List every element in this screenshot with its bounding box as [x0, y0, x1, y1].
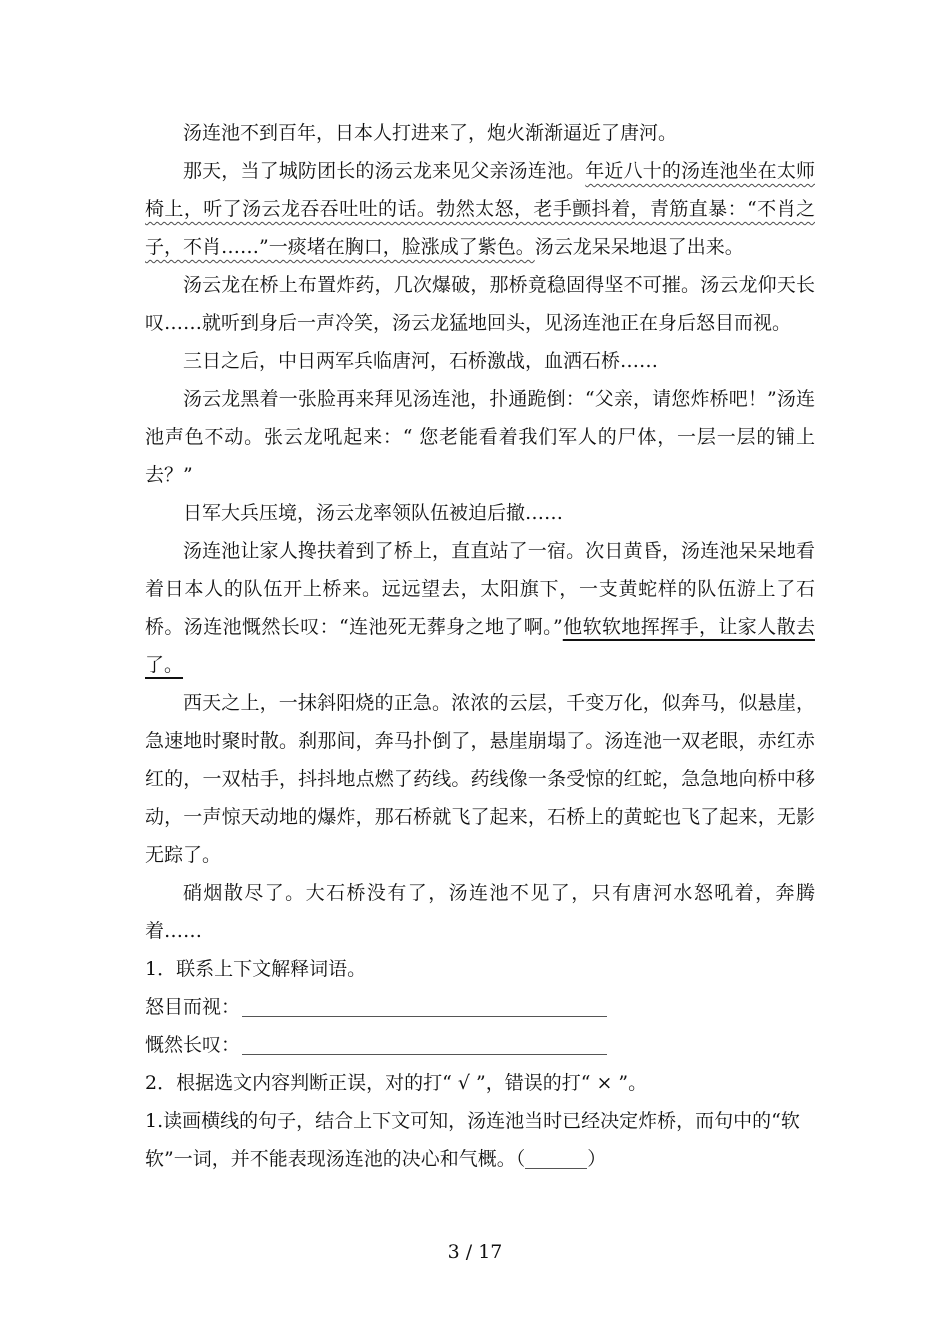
word-label: 慨然长叹： — [145, 1034, 241, 1056]
solid-underlined-sentence: 他软软地挥挥手，让家人散去了。 — [145, 616, 815, 676]
answer-blank-2[interactable] — [242, 1032, 607, 1055]
word-label: 怒目而视： — [145, 996, 241, 1018]
paragraph-2 — [145, 152, 815, 266]
paragraph-8 — [145, 684, 815, 874]
paragraph-7 — [145, 532, 815, 684]
paragraph-1 — [145, 114, 815, 152]
paragraph-5 — [145, 380, 815, 494]
paragraph-text: 汤云龙在桥上布置炸药，几次爆破，那桥竟稳固得坚不可摧。汤云龙仰天长叹……就听到身后一声冷笑，汤云龙猛地回头，见汤连池正在身后怒目而视。 — [145, 274, 815, 334]
paragraph-text: 西天之上，一抹斜阳烧的正急。浓浓的云层，千变万化，似奔马，似悬崖，急速地时聚时散。刹那间，奔马扑倒了，悬崖崩塌了。汤连池一双老眼，赤红赤红的，一双枯手，抖抖地点燃了药线。药线像一条受惊的红蛇，急急地向桥中移动，一声惊天动地的爆炸，那石桥就飞了起来，石桥上的黄蛇也飞了起来，无影无踪了。 — [145, 692, 815, 866]
paragraph-text: 硝烟散尽了。大石桥没有了，汤连池不见了，只有唐河水怒吼着，奔腾着…… — [145, 882, 815, 942]
item-close-paren: ） — [587, 1148, 607, 1170]
paragraph-text: 汤云龙黑着一张脸再来拜见汤连池，扑通跪倒：“父亲，请您炸桥吧！”汤连池声色不动。张云龙吼起来：“ 您老能看着我们军人的尸体，一层一层的铺上去？” — [145, 388, 815, 486]
paragraph-text: 那天，当了城防团长的汤云龙来见父亲汤连池。 — [183, 160, 586, 182]
document-body — [145, 114, 815, 1178]
paragraph-text: 三日之后，中日两军兵临唐河，石桥激战，血洒石桥…… — [183, 350, 659, 372]
question-2-item-1 — [145, 1102, 815, 1178]
paragraph-text: 汤连池不到百年，日本人打进来了，炮火渐渐逼近了唐河。 — [183, 122, 678, 144]
question-1-title: 1．联系上下文解释词语。 — [145, 958, 367, 980]
paragraph-9 — [145, 874, 815, 950]
paragraph-3 — [145, 266, 815, 342]
page-number: 3 / 17 — [447, 1241, 503, 1263]
answer-blank-1[interactable] — [242, 994, 607, 1017]
paragraph-6 — [145, 494, 815, 532]
question-2-title: 2．根据选文内容判断正误，对的打“ √ ”，错误的打“ × ”。 — [145, 1072, 648, 1094]
wavy-underlined-sentence: 年近八十的汤连池坐在太师椅上，听了汤云龙吞吞吐吐的话。勃然太怒，老手颤抖着，青筋直暴：“不肖之子，不肖……”一痰堵在胸口，脸涨成了紫色。 — [145, 160, 815, 258]
paragraph-text: 汤连池让家人搀扶着到了桥上，直直站了一宿。次日黄昏，汤连池呆呆地看着日本人的队伍开上桥来。远远望去，太阳旗下，一支黄蛇样的队伍游上了石桥。汤连池慨然长叹：“连池死无葬身之地了啊。” — [145, 540, 815, 638]
answer-blank-3[interactable] — [525, 1146, 587, 1169]
question-1-word-2 — [145, 1026, 815, 1064]
paragraph-text: 汤云龙呆呆地退了出来。 — [534, 236, 744, 258]
paragraph-4 — [145, 342, 815, 380]
paragraph-text: 日军大兵压境，汤云龙率领队伍被迫后撤…… — [183, 502, 564, 524]
question-1-word-1 — [145, 988, 815, 1026]
item-text: 1.读画横线的句子，结合上下文可知，汤连池当时已经决定炸桥，而句中的“软软”一词，并不能表现汤连池的决心和气概。（ — [145, 1110, 800, 1170]
